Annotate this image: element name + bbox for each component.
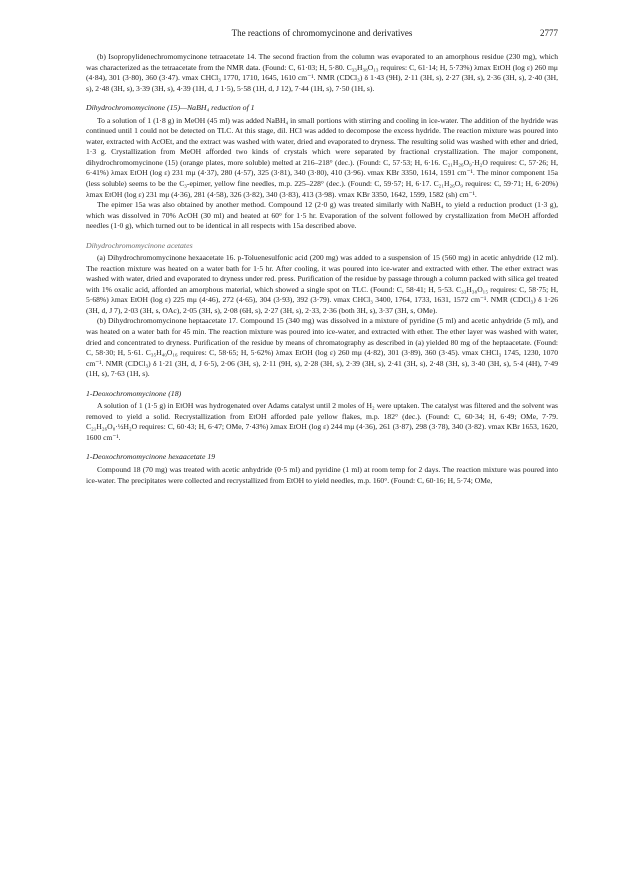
- section-heading: 1-Deoxochromomycinone hexaacetate 19: [86, 452, 216, 462]
- paragraph: A solution of 1 (1·5 g) in EtOH was hydrogenated over Adams catalyst until 2 moles of H₂ were uptaken. The catalyst was filtered and the solvent was removed to yield a solid. Recrystallization from EtOH afforded pale yellow flakes, m.p. 182° (dec.). (Found: C, 60·34; H, 6·49; OMe, 7·79. C₂₁H₂₆O₈·½H₂O requires: C, 60·43; H, 6·47; OMe, 7·43%) λmax EtOH (log ε) 244 mμ (4·36), 261 (3·87), 298 (3·78), 340 (3·82). νmax KBr 1653, 1620, 1600 cm⁻¹.: [86, 401, 558, 442]
- paragraph: (b) Isopropylidenechromomycinone tetraacetate 14. The second fraction from the column was evaporated to an amorphous residue (230 mg), which was characterized as the tetraacetate from the NMR data. (Found: C, 61·03; H, 5·80. C₃₃H₃₈O₁₃ requires: C, 61·14; H, 5·73%) λmax EtOH (log ε) 260 mμ (4·84), 301 (3·80), 360 (3·47). νmax CHCl₃ 1770, 1710, 1645, 1610 cm⁻¹. NMR (CDCl₃) δ 1·43 (9H), 2·11 (3H, s), 2·27 (3H, s), 2·36 (3H, s), 2·40 (3H, s), 2·48 (3H, s), 3·39 (3H, s), 4·39 (1H, d, J 1·5), 5·58 (1H, d, J 12), 7·44 (1H, s), 7·50 (1H, s).: [86, 52, 558, 93]
- section-heading: Dihydrochromomycinone acetates: [86, 240, 193, 250]
- running-title: The reactions of chromomycinone and derivatives: [231, 28, 413, 38]
- section-deoxochromomycinone-hexaacetate: [86, 452, 558, 486]
- paragraph: (a) Dihydrochromomycinone hexaacetate 16. p-Toluenesulfonic acid (200 mg) was added to a suspension of 15 (560 mg) in acetic anhydride (12 ml). The reaction mixture was heated on a water bath for 1·5 hr. After cooling, it was poured into ice-water and extracted with ether. The ether extract was washed with water, dried and evaporated to dryness under red. press. Purification of the residue by passage through a column packed with silica gel treated with 1% oxalic acid, afforded an amorphous material, which showed a single spot on TLC. (Found: C, 58·41; H, 5·53. C₃₃H₃₈O₁₅ requires: C, 58·75; H, 5·68%) λmax EtOH (log ε) 225 mμ (4·46), 272 (4·65), 304 (3·93), 392 (3·79). νmax CHCl₃ 3400, 1764, 1733, 1631, 1572 cm⁻¹. NMR (CDCl₃) δ 1·26 (3H, d, J 7), 2·03 (3H, s, OAc), 2·05 (3H, s), 2·08 (6H, s), 2·27 (3H, s), 2·33, 2·36 (both 3H, s), 3·37 (3H, s, OMe).: [86, 253, 558, 315]
- section-isopropylidene-tetraacetate: [86, 52, 558, 94]
- paragraph: Compound 18 (70 mg) was treated with acetic anhydride (0·5 ml) and pyridine (1 ml) at room temp for 2 days. The reaction mixture was poured into ice-water. The precipitates were collected and recrystallized from EtOH to yield needles, m.p. 160°. (Found: C, 60·16; H, 5·74; OMe,: [86, 464, 558, 485]
- journal-page: [86, 28, 558, 486]
- paragraph: The epimer 15a was also obtained by another method. Compound 12 (2·0 g) was treated similarly with NaBH₄ to yield a reduction product (1·3 g), which was dissolved in 70% AcOH (30 ml) and heated at 60° for 1·5 hr. Evaporation of the solvent followed by crystallization from MeOH afforded needles (1·0 g), which turned out to be identical in all respects with 15a described above.: [86, 200, 558, 231]
- section-heading: Dihydrochromomycinone (15)—NaBH₄ reduction of 1: [86, 103, 255, 113]
- paragraph: (b) Dihydrochromomycinone heptaacetate 17. Compound 15 (340 mg) was dissolved in a mixture of pyridine (5 ml) and acetic anhydride (5 ml), and was heated on a water bath for 45 min. The reaction mixture was poured into ice-water, and extracted with ether. The ether layer was washed with water, dried and concentrated to dryness. Purification of the residue by means of chromatography as described in (a) yielded 80 mg of the heptaacetate. (Found: C, 58·30; H, 5·61. C₃₅H₄₀O₁₆ requires: C, 58·65; H, 5·62%) λmax EtOH (log ε) 260 mμ (4·82), 301 (3·89), 360 (3·45). νmax CHCl₃ 1745, 1230, 1070 cm⁻¹. NMR (CDCl₃) δ 1·21 (3H, d, J 6·5), 2·06 (3H, s), 2·11 (9H, s), 2·28 (3H, s), 2·39 (3H, s), 2·41 (3H, s), 2·48 (3H, s), 3·40 (3H, s), 5·4 (4H), 7·49 (1H, s), 7·63 (1H, s).: [86, 316, 558, 379]
- paragraph: To a solution of 1 (1·8 g) in MeOH (45 ml) was added NaBH₄ in small portions with stirring and cooling in ice-water. The addition of the hydride was continued until 1 could not be detected on TLC. At this stage, dil. HCl was added to decompose the excess hydride. The reaction mixture was poured into water, extracted with AcOEt, and the extract was washed with water, dried and evaporated to dryness. The resulting solid was washed with ether and dried, 1·3 g. Crystallization from MeOH afforded two kinds of crystals which were separated by fractional crystallization. The major component, dihydrochromomycinone (15) (orange plates, more soluble) melted at 216–218° (dec.). (Found: C, 57·53; H, 6·16. C₂₁H₂₆O₉·H₂O requires: C, 57·26; H, 6·41%) λmax EtOH (log ε) 231 mμ (4·37), 280 (4·57), 325 (3·81), 340 (3·80), 410 (3·96). νmax KBr 3350, 1614, 1591 cm⁻¹. The minor component 15a (less soluble) seems to be the C₃-epimer, yellow fine needles, m.p. 225–228° (dec.). (Found: C, 59·57; H, 6·17. C₂₁H₂₆O₉ requires: C, 59·71; H, 6·20%) λmax EtOH (log ε) 231 mμ (4·36), 281 (4·58), 326 (3·82), 340 (3·83), 413 (3·98). νmax KBr 3350, 1642, 1599, 1582 (sh) cm⁻¹.: [86, 115, 558, 199]
- page-header: [86, 28, 558, 42]
- page-number: 2777: [540, 28, 558, 38]
- section-dihydrochromomycinone-acetates: [86, 241, 558, 380]
- section-heading: 1-Deoxochromomycinone (18): [86, 388, 182, 398]
- section-deoxochromomycinone: [86, 389, 558, 444]
- section-dihydrochromomycinone: [86, 103, 558, 232]
